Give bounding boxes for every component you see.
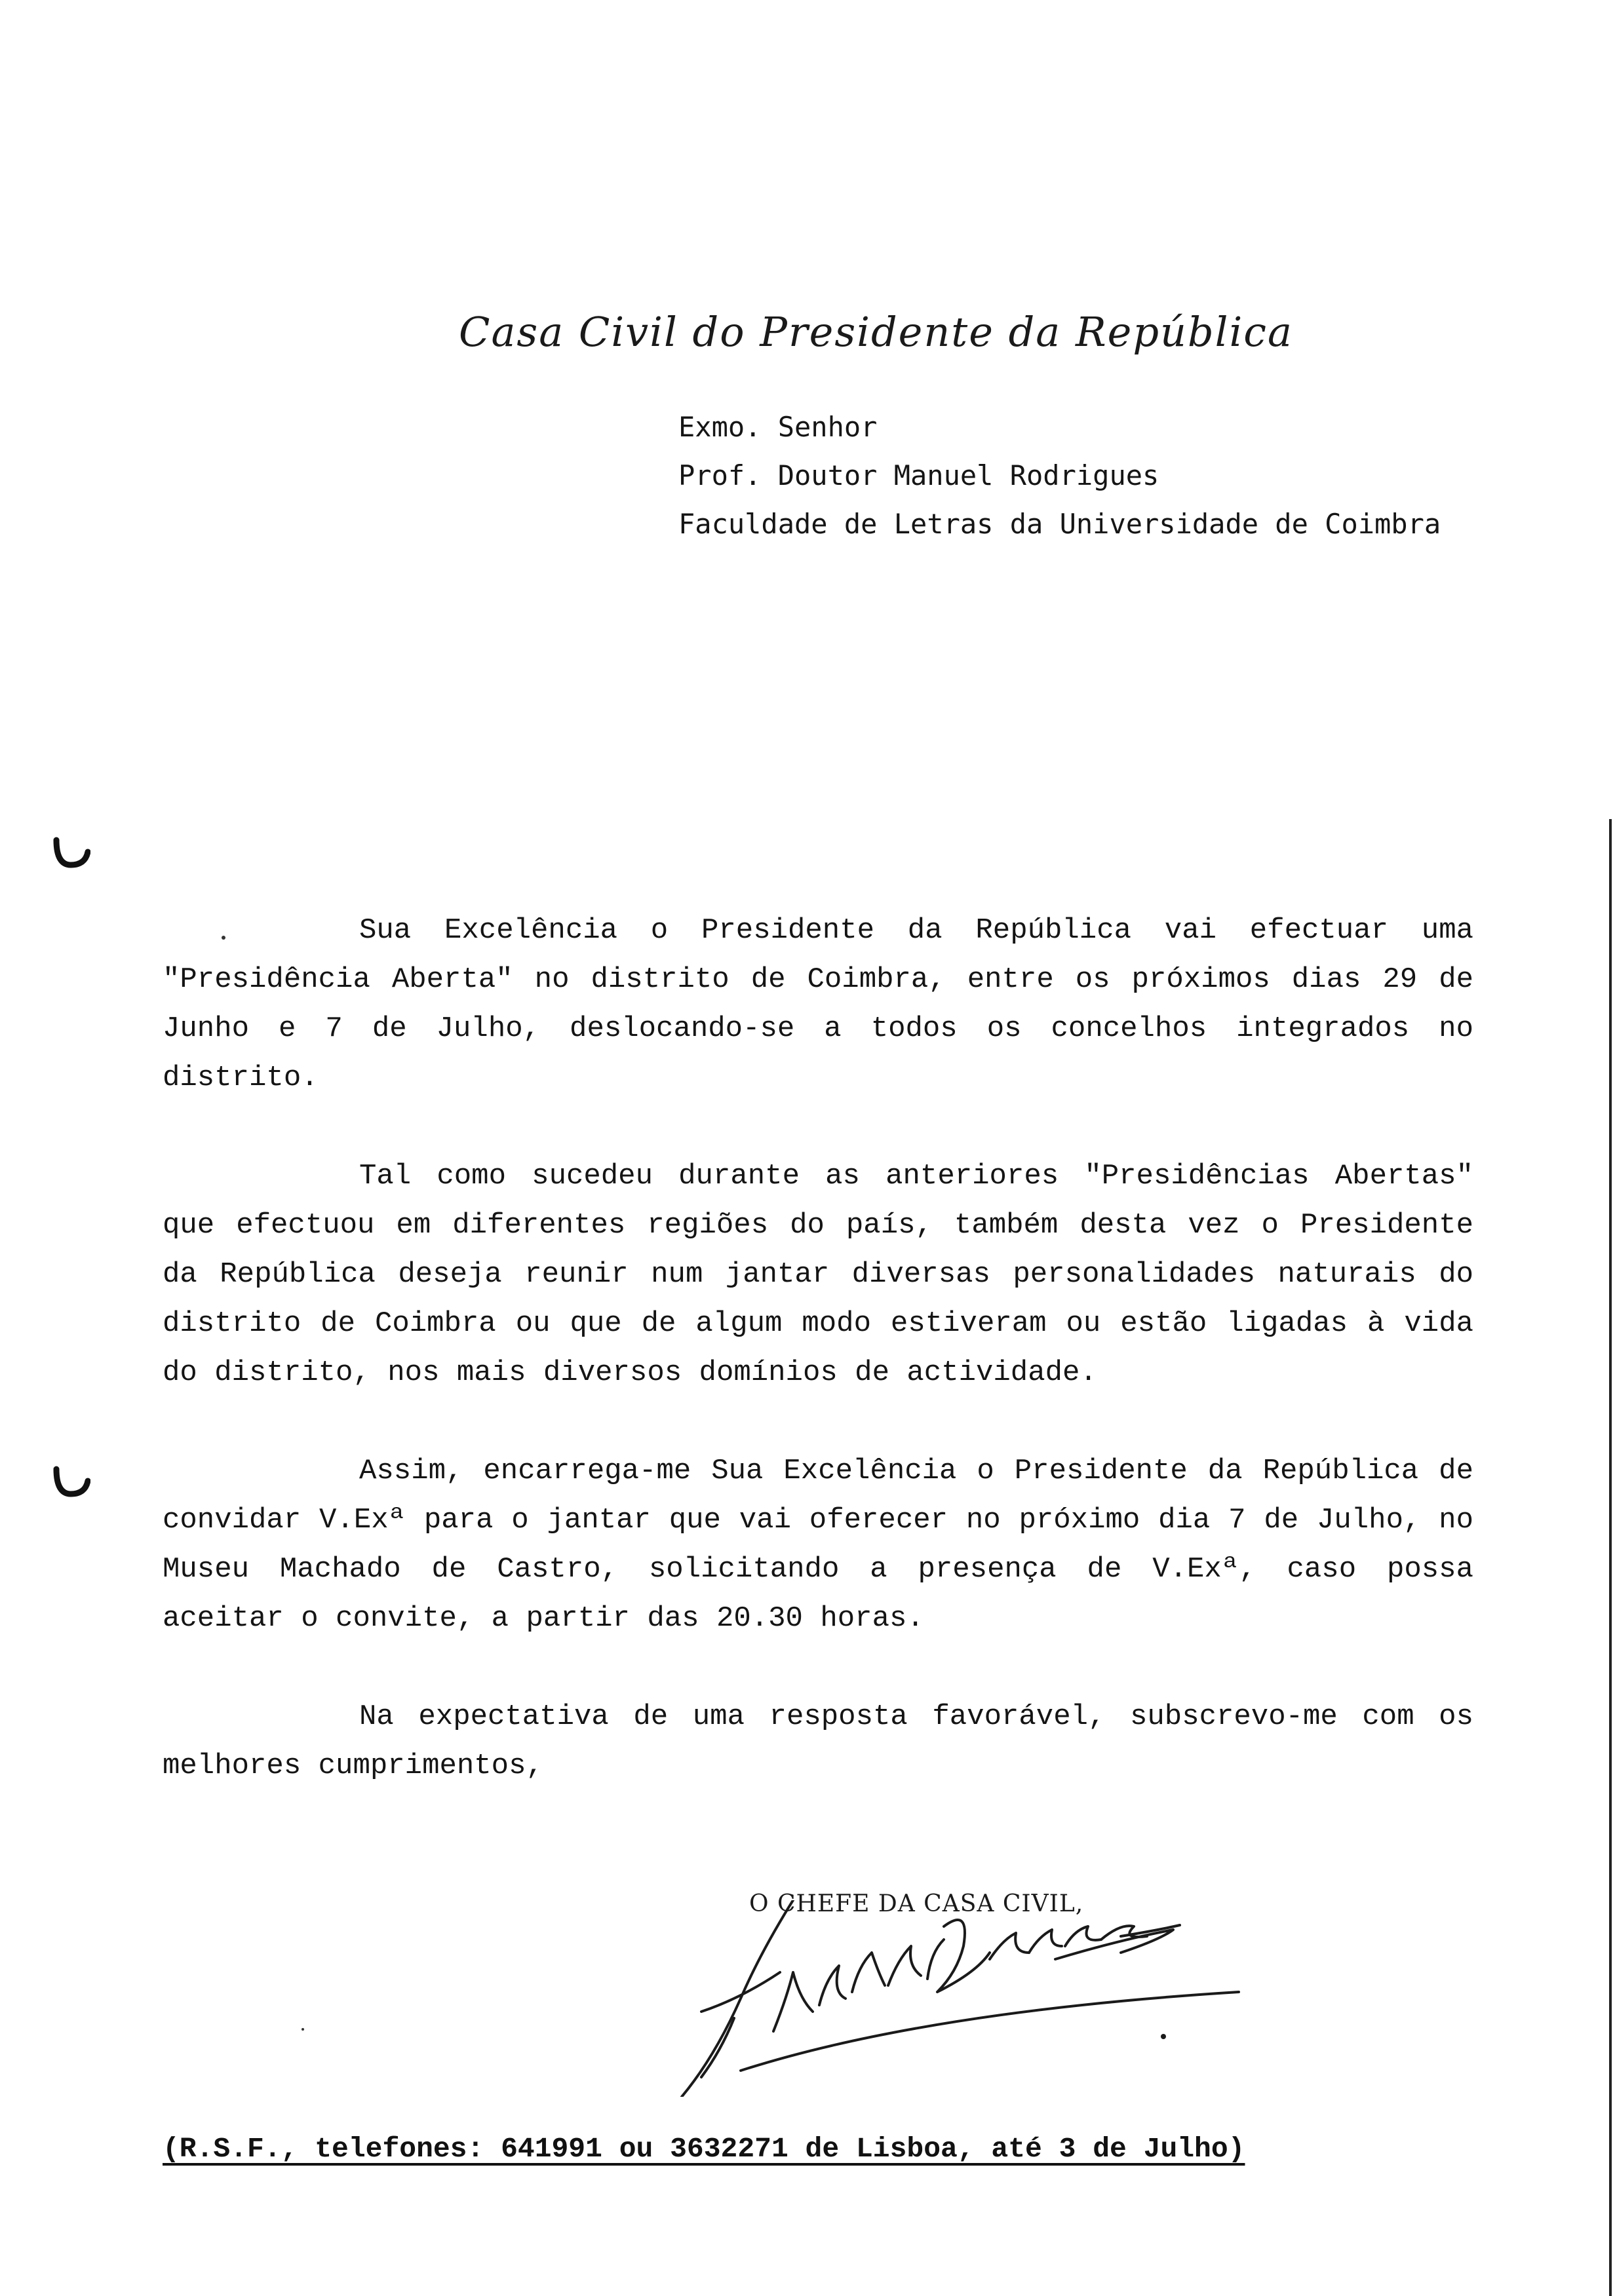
letterhead: Casa Civil do Presidente da República [459, 308, 1293, 356]
signature [662, 1900, 1265, 2097]
scan-edge-line [1609, 819, 1612, 2296]
punch-hole-mark-icon [51, 1461, 90, 1501]
addressee-block [678, 403, 1441, 548]
punch-hole-mark-icon [51, 832, 90, 871]
closing-title: O CHEFE DA CASA CIVIL, [749, 1890, 1084, 1917]
addressee-name: Prof. Doutor Manuel Rodrigues [678, 459, 1159, 491]
addressee-institution: Faculdade de Letras da Universidade de Coimbra [678, 508, 1441, 540]
scan-speck [302, 2028, 304, 2031]
body-paragraph-3: Assim, encarrega-me Sua Excelência o Presidente da República de convidar V.Exª para o jantar que vai oferecer no próximo dia 7 de Julho, no Museu Machado de Castro, solicitando a presença de V.Exª, caso possa aceitar o convite, a partir das 20.30 horas. [163, 1455, 1473, 1635]
scan-speck [222, 936, 225, 940]
letter-body [163, 906, 1473, 1840]
addressee-salutation: Exmo. Senhor [678, 411, 878, 443]
footer-contact-note: (R.S.F., telefones: 641991 ou 3632271 de Lisboa, até 3 de Julho) [163, 2133, 1245, 2165]
body-paragraph-1: Sua Excelência o Presidente da República vai efectuar uma "Presidência Aberta" no distrito de Coimbra, entre os próximos dias 29 de Junho e 7 de Julho, deslocando-se a todos os concelhos integrados no distrito. [163, 914, 1473, 1094]
body-paragraph-2: Tal como sucedeu durante as anteriores "Presidências Abertas" que efectuou em diferentes regiões do país, também desta vez o Presidente da República deseja reunir num jantar diversas personalidades naturais do distrito de Coimbra ou que de algum modo estiveram ou estão ligadas à vida do distrito, nos mais diversos domínios de actividade. [163, 1160, 1473, 1389]
body-paragraph-4: Na expectativa de uma resposta favorável, subscrevo-me com os melhores cumprimentos, [163, 1700, 1473, 1782]
